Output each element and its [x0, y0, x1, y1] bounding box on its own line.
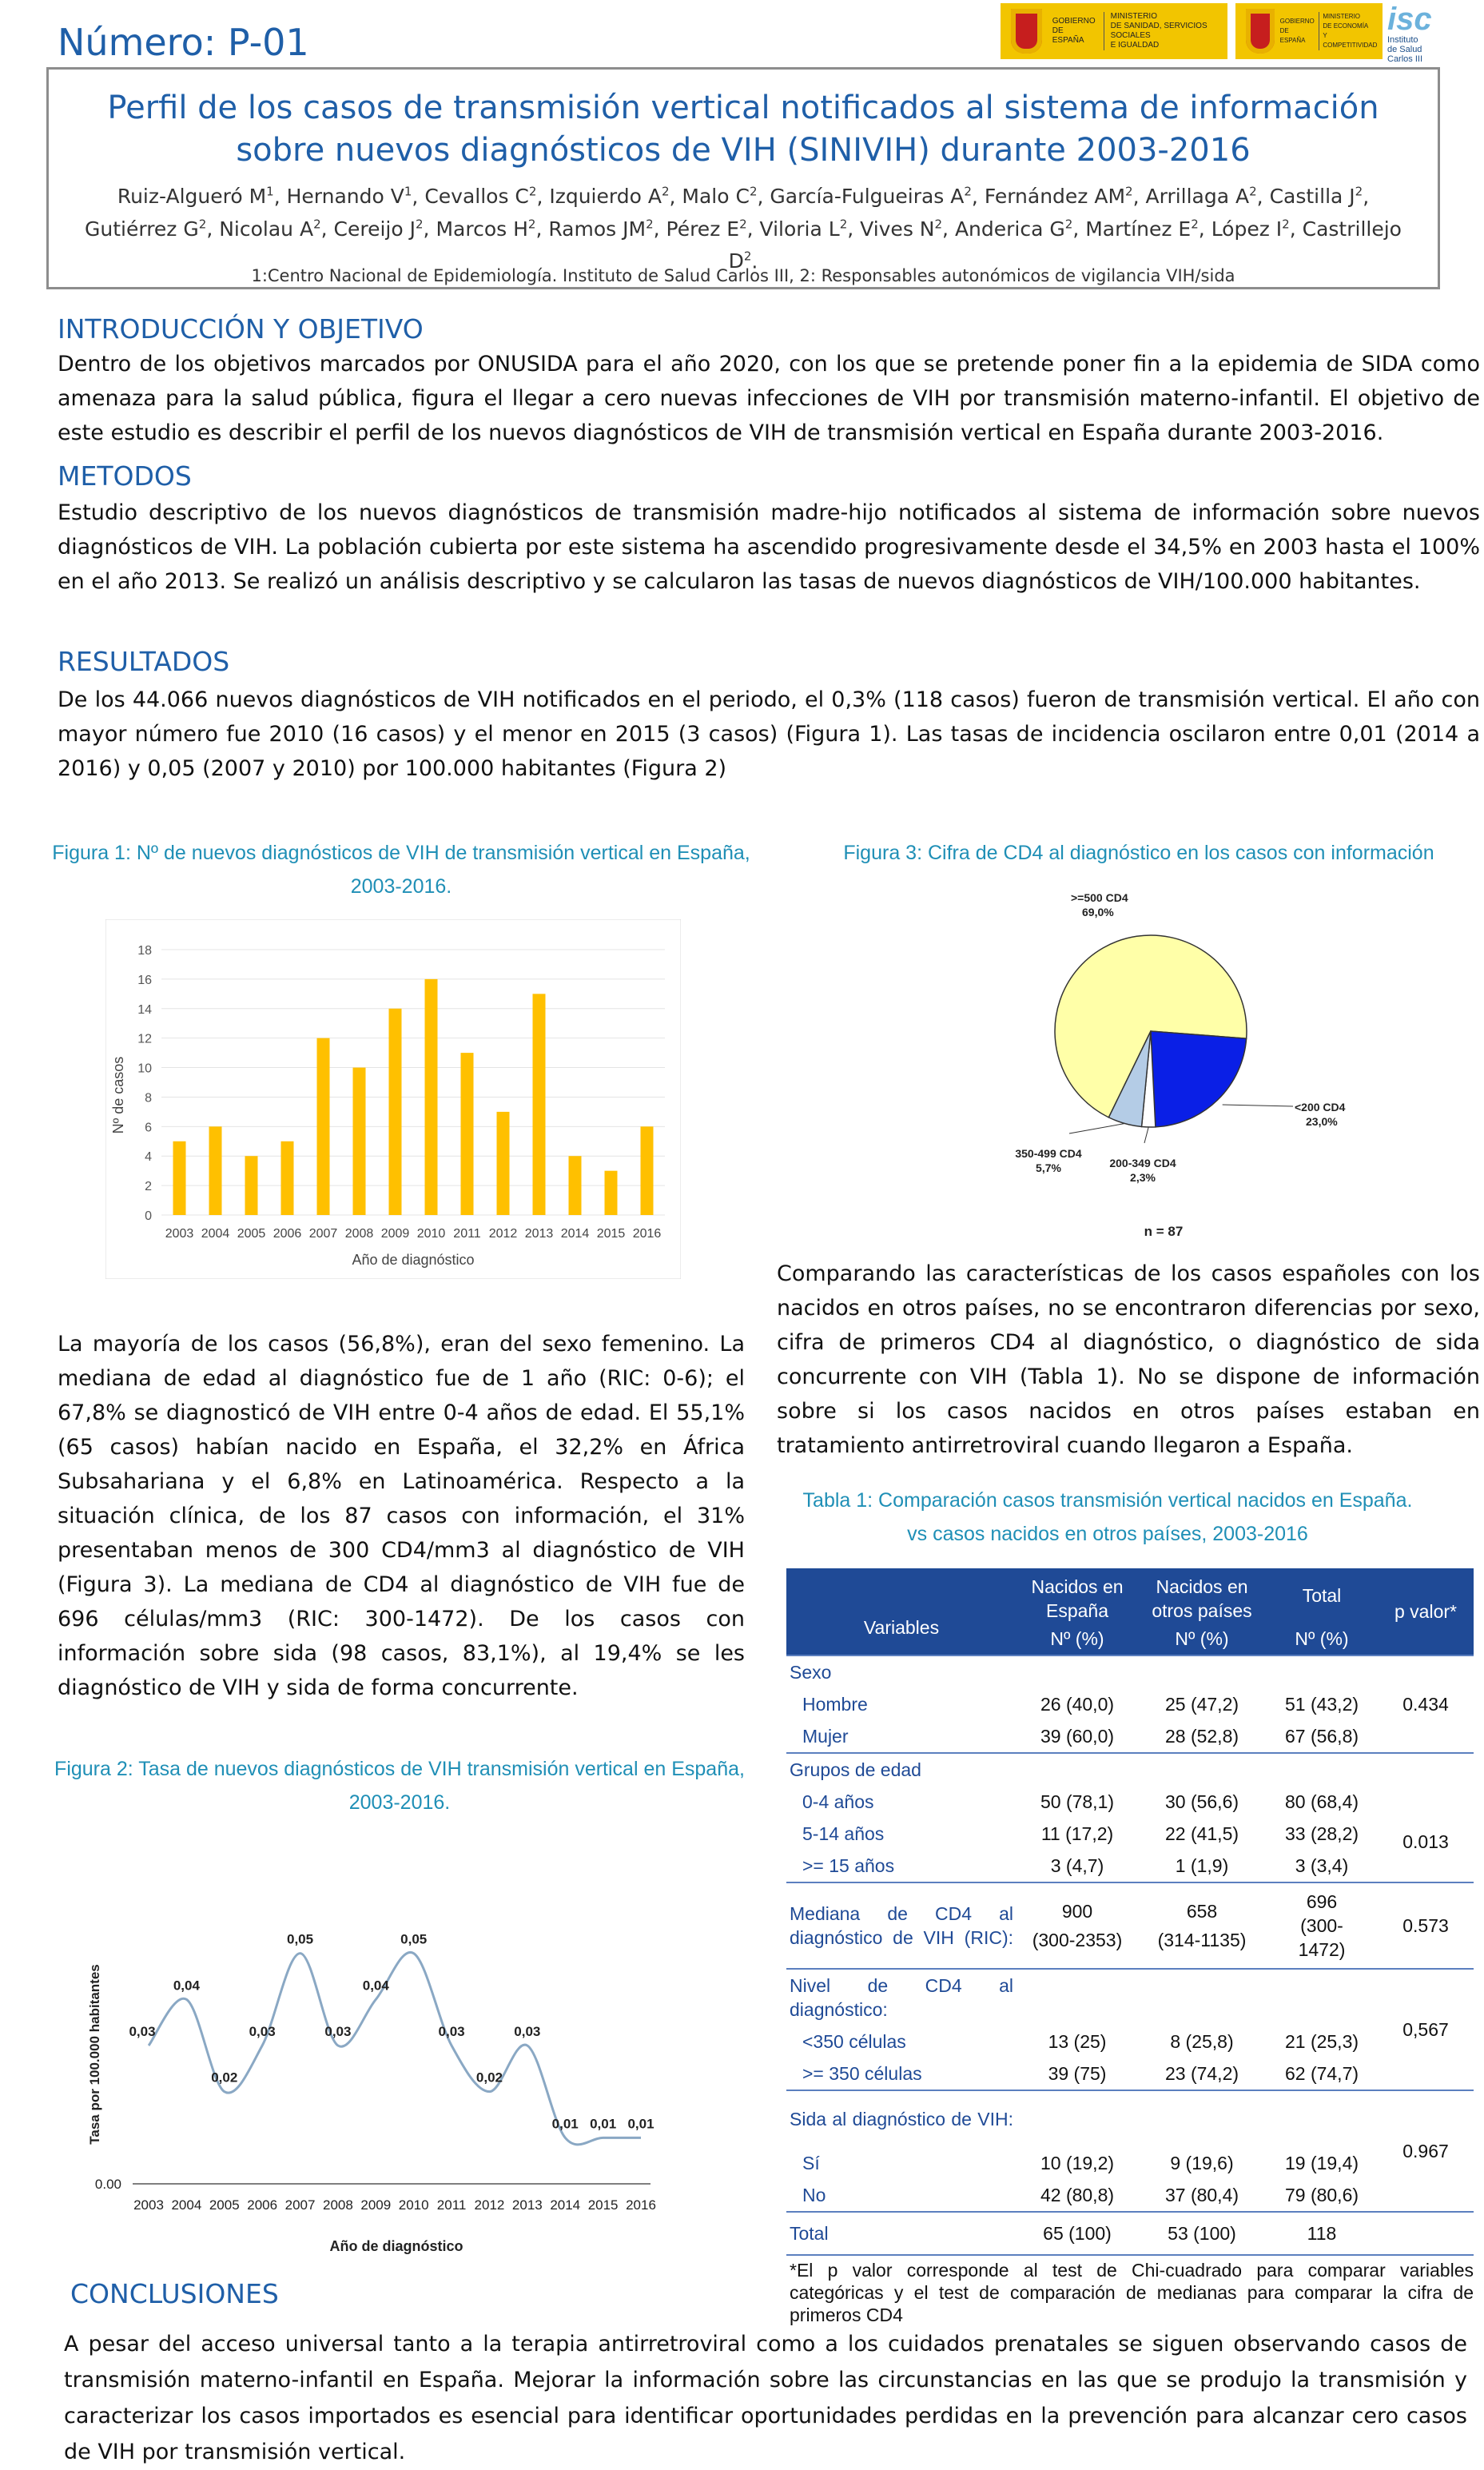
x-tick-label: 2010: [398, 2197, 429, 2213]
x-tick-label: 2010: [416, 1227, 446, 1241]
data-label: 0,01: [590, 2116, 617, 2132]
x-tick-label: 2016: [632, 1227, 662, 1241]
table-cell: 21 (25,3): [1284, 2030, 1359, 2052]
slice-pct: 69,0%: [1082, 906, 1114, 918]
row-label-nivel-cd4: Nivel de CD4 al diagnóstico:: [786, 1969, 1017, 2026]
y-tick-label: 16: [137, 973, 152, 987]
bar: [173, 1141, 186, 1215]
spain-coat-of-arms-icon: [1009, 6, 1044, 56]
mediana-total: [1266, 1882, 1378, 1969]
logo-instituto-salud-carlos-iii: [1387, 3, 1467, 64]
methods-heading: METODOS: [58, 460, 192, 492]
logo-gobierno-text: GOBIERNO DE ESPAÑA: [1052, 17, 1096, 45]
x-tick-label: 2008: [344, 1227, 374, 1241]
author: Ruiz-Algueró $M^1$: [117, 185, 274, 209]
table-cell: 53 (100): [1138, 2212, 1266, 2255]
mediana-otros: [1138, 1882, 1266, 1969]
y-tick-label: 8: [145, 1091, 152, 1106]
table-cell: 37 (80,4): [1164, 2184, 1239, 2205]
figure2-caption: Figura 2: Tasa de nuevos diagnósticos de VIH transmisión vertical en España, 2003-2016.: [54, 1758, 745, 1814]
figure3-pie-chart: [975, 879, 1422, 1247]
table-cell: 42 (80,8): [1040, 2184, 1115, 2205]
y-tick-label: 0.00: [94, 2177, 121, 2192]
bar: [497, 1112, 510, 1215]
y-tick-label: 18: [137, 944, 152, 958]
slice-label: >=500 CD4: [1071, 891, 1128, 904]
poster-number: Número: P-01: [58, 21, 309, 64]
table-cell: 658: [1186, 1901, 1218, 1922]
row-hombre: Hombre: [802, 1693, 868, 1715]
table-cell: 80 (68,4): [1284, 1791, 1359, 1812]
author: López $I^2$: [1211, 217, 1290, 241]
x-tick-label: 2003: [165, 1227, 194, 1241]
methods-text: Estudio descriptivo de los nuevos diagnósticos de transmisión madre-hijo notificados al sistema de información sobre nuevos diagnósticos de VIH. La población cubierta por este sistema ha ascendido progresivamente desde el 34,5% en 2003 hasta el 100% en el año 2013. Se realizó un análisis descriptivo y se calcularon las tasas de nuevos diagnósticos de VIH/100.000 habitantes.: [58, 500, 1480, 594]
y-tick-label: 4: [145, 1150, 152, 1165]
logo-gobierno-text: GOBIERNO DE ESPAÑA: [1279, 18, 1315, 44]
row-label-sida: Sida al diagnóstico de VIH:: [786, 2090, 1017, 2147]
data-label: 0,04: [173, 1978, 200, 1994]
x-tick-label: 2012: [488, 1227, 518, 1241]
isc-logo-icon: isc: [1387, 2, 1432, 37]
conclusions-heading: CONCLUSIONES: [70, 2278, 279, 2309]
table-cell: (300-2353): [1032, 1930, 1123, 1950]
author: Viloria $L^2$: [759, 217, 848, 241]
author: Fernández $AM^2$: [984, 185, 1133, 209]
x-tick-label: 2011: [453, 1227, 481, 1241]
logos: [988, 3, 1475, 64]
bar: [281, 1141, 294, 1215]
author: Arrillaga $A^2$: [1145, 185, 1257, 209]
header-variables: Variables: [786, 1568, 1017, 1655]
table-cell: 19 (19,4): [1284, 2152, 1359, 2173]
x-tick-label: 2012: [474, 2197, 505, 2213]
author: Izquierdo $A^2$: [549, 185, 670, 209]
bar: [425, 979, 438, 1215]
header-espana: Nacidos en España: [1017, 1568, 1138, 1623]
results-text-2: La mayoría de los casos (56,8%), eran del sexo femenino. La mediana de edad al diagnóstico fue de 1 año (RIC: 0-6); el 67,8% se diagnosticó de VIH entre 0-4 años de edad. El 55,1% (65 casos) habían nacido en España, el 32,2% en África Subsahariana y el 6,8% en Latinoamérica. Respecto a la situación clínica, de los 87 casos con información, el 31% presentaban menos de 300 CD4/mm3 al diagnóstico de VIH (Figura 3). La mediana de CD4 al diagnóstico de VIH fue de 696 células/mm3 (RIC: 300-1472). De los casos con información sobre sida (98 casos, 83,1%), al 19,4% se les diagnóstico de VIH y sida de forma concurrente.: [58, 1332, 745, 1700]
table-cell: (300-1472): [1298, 1915, 1346, 1960]
row-total: Total: [786, 2212, 1017, 2255]
row-cd4-mayor-350: >= 350 células: [802, 2062, 922, 2084]
table-cell: 3 (4,7): [1050, 1854, 1104, 1876]
table-cell: 28 (52,8): [1164, 1725, 1239, 1747]
logo-ministerio-sanidad: [1001, 3, 1227, 59]
table-cell: 30 (56,6): [1164, 1791, 1239, 1812]
table-cell: 900: [1061, 1901, 1093, 1922]
table-cell: 10 (19,2): [1040, 2152, 1115, 2173]
title-box: [46, 67, 1440, 289]
table-cell: 118: [1266, 2212, 1378, 2255]
author: Anderica $G^2$: [954, 217, 1073, 241]
data-label: 0,01: [627, 2116, 654, 2132]
row-edad-15: >= 15 años: [802, 1854, 895, 1876]
bar: [461, 1053, 474, 1215]
x-axis-label: Año de diagnóstico: [329, 2238, 464, 2254]
y-tick-label: 0: [145, 1209, 152, 1223]
table-caption: Tabla 1: Comparación casos transmisión vertical nacidos en España. vs casos nacidos en otros países, 2003-2016: [802, 1489, 1413, 1545]
data-label: 0,04: [362, 1978, 389, 1994]
author: García-Fulgueiras $A^2$: [770, 185, 972, 209]
table-cell: 3 (3,4): [1295, 1854, 1349, 1876]
table-footnote: *El p valor corresponde al test de Chi-cuadrado para comparar variables categóricas y el test de comparación de medianas para comparar la cifra de primeros CD4: [790, 2260, 1474, 2325]
slice-pct: 5,7%: [1036, 1161, 1061, 1174]
figure1-caption: Figura 1: Nº de nuevos diagnósticos de VIH de transmisión vertical en España, 2003-2016.: [52, 842, 750, 898]
data-label: 0,03: [129, 2024, 156, 2039]
row-edad-0-4: 0-4 años: [802, 1791, 874, 1812]
x-tick-label: 2004: [171, 2197, 202, 2213]
logo-ministerio-economia: [1235, 3, 1383, 59]
logo-ministry-text: MINISTERIO DE ECONOMÍA Y COMPETITIVIDAD: [1319, 12, 1383, 50]
slice-pct: 2,3%: [1130, 1171, 1156, 1184]
x-tick-label: 2005: [237, 1227, 266, 1241]
mediana-espana: [1017, 1882, 1138, 1969]
figure2-line-chart: [77, 1870, 684, 2262]
poster-title: Perfil de los casos de transmisión vertical notificados al sistema de información sobre nuevos diagnósticos de VIH (SINIVIH) durante 2003-2016: [107, 90, 1379, 169]
bar: [209, 1126, 222, 1215]
header-p-valor: p valor*: [1378, 1568, 1474, 1655]
figure3-caption: Figura 3: Cifra de CD4 al diagnóstico en los casos con información: [843, 842, 1434, 864]
x-tick-label: 2009: [360, 2197, 392, 2213]
x-tick-label: 2011: [436, 2197, 467, 2213]
author: Nicolau $A^2$: [219, 217, 321, 241]
spain-coat-of-arms-icon: [1243, 6, 1277, 56]
author: Martínez $E^2$: [1085, 217, 1199, 241]
bar: [605, 1171, 618, 1215]
p-sexo: 0.434: [1378, 1655, 1474, 1753]
row-cd4-menor-350: <350 células: [802, 2030, 906, 2052]
isc-logo-text: Instituto de Salud Carlos III: [1387, 35, 1423, 64]
data-label: 0,02: [211, 2070, 238, 2086]
bar: [245, 1156, 258, 1215]
row-sida-si: Sí: [802, 2152, 820, 2173]
n-label: n = 87: [1144, 1224, 1184, 1239]
data-label: 0,05: [400, 1931, 428, 1947]
author: Ramos $JM^2$: [548, 217, 654, 241]
data-label: 0,01: [551, 2116, 579, 2132]
figure1-bar-chart: [105, 919, 681, 1279]
table-cell: 9 (19,6): [1170, 2152, 1234, 2173]
results-text-3: Comparando las características de los casos españoles con los nacidos en otros países, no se encontraron diferencias por sexo, cifra de primeros CD4 al diagnóstico, o diagnóstico de sida concurrente con VIH (Tabla 1). No se dispone de información sobre si los casos nacidos en otros países estaban en tratamiento antirretroviral cuando llegaron a España.: [777, 1261, 1480, 1458]
x-axis-label: Año de diagnóstico: [352, 1252, 475, 1268]
x-tick-label: 2009: [380, 1227, 410, 1241]
p-sida: 0.967: [1378, 2090, 1474, 2212]
header-espana-n: Nº (%): [1017, 1623, 1138, 1655]
table-cell: 1 (1,9): [1175, 1854, 1229, 1876]
x-tick-label: 2007: [308, 1227, 338, 1241]
logo-ministry-text: MINISTERIO DE SANIDAD, SERVICIOS SOCIALES E IGUALDAD: [1104, 12, 1227, 50]
table-cell: 8 (25,8): [1170, 2030, 1234, 2052]
x-tick-label: 2006: [247, 2197, 278, 2213]
author: Castilla $J^2$: [1269, 185, 1363, 209]
row-label-sexo: Sexo: [786, 1655, 1017, 1688]
x-tick-label: 2015: [596, 1227, 626, 1241]
author: Castrillejo $D^2$: [728, 217, 1402, 273]
table-cell: 62 (74,7): [1284, 2062, 1359, 2084]
table-cell: 79 (80,6): [1284, 2184, 1359, 2205]
row-sida-no: No: [802, 2184, 826, 2205]
p-mediana: 0.573: [1378, 1882, 1474, 1969]
author: Gutiérrez $G^2$: [85, 217, 207, 241]
table-cell: 22 (41,5): [1164, 1823, 1239, 1844]
table-cell: 51 (43,2): [1284, 1693, 1359, 1715]
header-otros: Nacidos en otros países: [1138, 1568, 1266, 1623]
row-label-edad: Grupos de edad: [786, 1753, 1017, 1786]
table-cell: 50 (78,1): [1040, 1791, 1115, 1812]
table-cell: 23 (74,2): [1164, 2062, 1239, 2084]
x-tick-label: 2013: [511, 2197, 543, 2213]
p-edad: 0.013: [1378, 1753, 1474, 1882]
intro-heading: INTRODUCCIÓN Y OBJETIVO: [58, 313, 424, 345]
table-cell: 39 (75): [1048, 2062, 1107, 2084]
x-tick-label: 2014: [550, 2197, 581, 2213]
data-label: 0,03: [249, 2024, 276, 2039]
bar: [641, 1126, 654, 1215]
row-mediana-cd4: Mediana de CD4 al diagnóstico de VIH (RIC):: [786, 1882, 1017, 1969]
slice-label: 200-349 CD4: [1109, 1157, 1176, 1169]
author: Marcos $H^2$: [436, 217, 536, 241]
author: Cevallos $C^2$: [424, 185, 537, 209]
data-label: 0,03: [514, 2024, 541, 2039]
results-heading: RESULTADOS: [58, 646, 230, 677]
table-cell: 11 (17,2): [1040, 1823, 1114, 1844]
author: Hernando $V^1$: [286, 185, 412, 209]
author: Malo $C^2$: [682, 185, 758, 209]
y-tick-label: 12: [137, 1032, 152, 1046]
data-label: 0,03: [438, 2024, 465, 2039]
leader-line: [1069, 1124, 1124, 1133]
bar: [533, 994, 546, 1215]
p-nivel: 0,567: [1378, 1969, 1474, 2090]
author-list: Ruiz-Algueró $M^1$, Hernando $V^1$, Cevallos $C^2$, Izquierdo $A^2$, Malo $C^2$, García-Fulgueiras $A^2$, Fernández $AM^2$, Arrillaga $A^2$, Castilla $J^2$, Gutiérrez $G^2$, Nicolau $A^2$, Cereijo $J^2$, Marcos $H^2$, Ramos $JM^2$, Pérez $E^2$, Viloria $L^2$, Vives $N^2$, Anderica $G^2$, Martínez $E^2$, López $I^2$, Castrillejo $D^2$.: [85, 185, 1402, 273]
x-tick-label: 2004: [201, 1227, 230, 1241]
x-tick-label: 2003: [133, 2197, 164, 2213]
affiliations: 1:Centro Nacional de Epidemiología. Instituto de Salud Carlos III, 2: Responsables autonómicos de vigilancia VIH/sida: [251, 266, 1235, 285]
author: Vives $N^2$: [860, 217, 943, 241]
slice-label: <200 CD4: [1295, 1101, 1346, 1113]
y-axis-label: Nº de casos: [110, 1056, 126, 1134]
row-edad-5-14: 5-14 años: [802, 1823, 885, 1844]
intro-text: Dentro de los objetivos marcados por ONUSIDA para el año 2020, con los que se pretende poner fin a la epidemia de SIDA como amenaza para la salud pública, figura el llegar a cero nuevas infecciones de VIH por transmisión materno-infantil. El objetivo de este estudio es describir el perfil de los nuevos diagnósticos de VIH de transmisión vertical en España durante 2003-2016.: [58, 352, 1480, 445]
x-tick-label: 2006: [273, 1227, 302, 1241]
author: Pérez $E^2$: [666, 217, 747, 241]
row-mujer: Mujer: [802, 1725, 849, 1747]
y-tick-label: 10: [137, 1062, 152, 1076]
table-cell: 13 (25): [1048, 2030, 1107, 2052]
leader-line: [1144, 1127, 1148, 1143]
bar: [317, 1038, 330, 1215]
table-cell: 67 (56,8): [1284, 1725, 1359, 1747]
header-total: Total: [1266, 1568, 1378, 1623]
data-label: 0,03: [324, 2024, 352, 2039]
bar: [389, 1009, 402, 1215]
y-tick-label: 2: [145, 1180, 152, 1194]
table-cell: 25 (47,2): [1164, 1693, 1239, 1715]
x-tick-label: 2005: [209, 2197, 240, 2213]
author: Cereijo $J^2$: [333, 217, 424, 241]
header-total-n: Nº (%): [1266, 1623, 1378, 1655]
table-cell: 65 (100): [1017, 2212, 1138, 2255]
table-cell: 39 (60,0): [1040, 1725, 1115, 1747]
data-label: 0,02: [475, 2070, 503, 2086]
pie-slice: [1151, 1031, 1247, 1127]
x-tick-label: 2015: [587, 2197, 619, 2213]
comparison-table-wrap: [786, 1568, 1474, 2326]
results-text: De los 44.066 nuevos diagnósticos de VIH notificados en el periodo, el 0,3% (118 casos) fueron de transmisión vertical. El año con mayor número fue 2010 (16 casos) y el menor en 2015 (3 casos) (Figura 1). Las tasas de incidencia oscilaron entre 0,01 (2014 a 2016) y 0,05 (2007 y 2010) por 100.000 habitantes (Figura 2): [58, 687, 1480, 781]
x-tick-label: 2016: [626, 2197, 656, 2213]
y-axis-label: Tasa por 100.000 habitantes: [87, 1964, 102, 2145]
table-cell: 33 (28,2): [1284, 1823, 1359, 1844]
header-otros-n: Nº (%): [1138, 1623, 1266, 1655]
slice-pct: 23,0%: [1306, 1115, 1338, 1128]
y-tick-label: 14: [137, 1002, 152, 1017]
x-tick-label: 2008: [323, 2197, 353, 2213]
x-tick-label: 2014: [560, 1227, 590, 1241]
table-cell: 696: [1306, 1891, 1338, 1912]
bar: [353, 1068, 366, 1215]
table-cell: (314-1135): [1157, 1930, 1247, 1950]
data-label: 0,05: [286, 1931, 314, 1947]
y-tick-label: 6: [145, 1121, 152, 1135]
slice-label: 350-499 CD4: [1015, 1147, 1082, 1160]
conclusions-text: A pesar del acceso universal tanto a la terapia antirretroviral como a los cuidados prenatales se siguen observando casos de transmisión materno-infantil en España. Mejorar la información sobre las circunstancias en las que se produjo la transmisión y caracterizar los casos importados es esencial para identificar oportunidades perdidas en la prevención para alcanzar cero casos de VIH por transmisión vertical.: [64, 2332, 1467, 2464]
table-cell: 26 (40,0): [1040, 1693, 1115, 1715]
leader-line: [1223, 1105, 1293, 1106]
x-tick-label: 2013: [524, 1227, 554, 1241]
bar: [569, 1156, 582, 1215]
x-tick-label: 2007: [284, 2197, 316, 2213]
comparison-table: [786, 1568, 1474, 2256]
